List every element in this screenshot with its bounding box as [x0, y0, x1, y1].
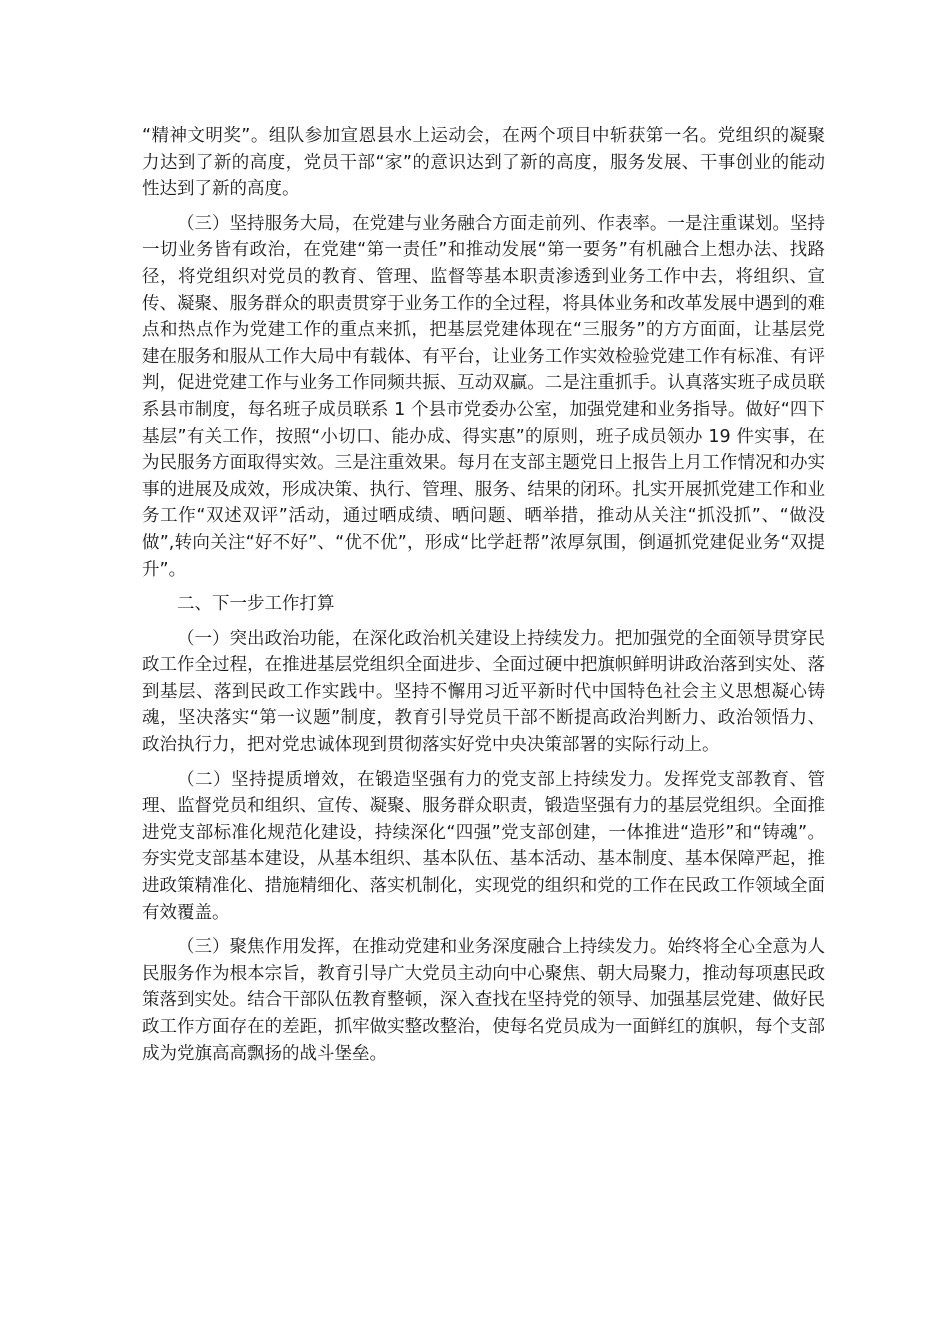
document-page — [142, 123, 825, 1075]
paragraph-plan-2: （二）坚持提质增效，在锻造坚强有力的党支部上持续发力。发挥党支部教育、管理、监督党员和组织、宣传、凝聚、服务群众职责，锻造坚强有力的基层党组织。全面推进党支部标准化规范化建设，持续深化“四强”党支部创建，一体推进“造形”和“铸魂”。夯实党支部基本建设，从基本组织、基本队伍、基本活动、基本制度、基本保障严起，推进政策精准化、措施精细化、落实机制化，实现党的组织和党的工作在民政工作领域全面有效覆盖。 — [142, 769, 825, 923]
paragraph-continuation: “精神文明奖”。组队参加宣恩县水上运动会，在两个项目中斩获第一名。党组织的凝聚力达到了新的高度，党员干部“家”的意识达到了新的高度，服务发展、干事创业的能动性达到了新的高度。 — [142, 126, 825, 200]
section-heading-next-steps: 二、下一步工作打算 — [177, 594, 335, 615]
paragraph-service-overall: （三）坚持服务大局，在党建与业务融合方面走前列、作表率。一是注重谋划。坚持一切业务皆有政治，在党建“第一责任”和推动发展“第一要务”有机融合上想办法、找路径，将党组织对党员的教育、管理、监督等基本职责渗透到业务工作中去，将组织、宣传、凝聚、服务群众的职责贯穿于业务工作的全过程，将具体业务和改革发展中遇到的难点和热点作为党建工作的重点来抓，把基层党建体现在“三服务”的方方面面，让基层党建在服务和服从工作大局中有载体、有平台，让业务工作实效检验党建工作有标准、有评判，促进党建工作与业务工作同频共振、互动双赢。二是注重抓手。认真落实班子成员联系县市制度，每名班子成员联系 1 个县市党委办公室，加强党建和业务指导。做好“四下基层”有关工作，按照“小切口、能办成、得实惠”的原则，班子成员领办 19 件实事，在为民服务方面取得实效。三是注重效果。每月在支部主题党日上报告上月工作情况和办实事的进展及成效，形成决策、执行、管理、服务、结果的闭环。扎实开展抓党建工作和业务工作“双述双评”活动，通过晒成绩、晒问题、晒举措，推动从关注“抓没抓”、“做没做”,转向关注“好不好”、“优不优”，形成“比学赶帮”浓厚氛围，倒逼抓党建促业务“双提升”。 — [142, 213, 825, 580]
paragraph-plan-1: （一）突出政治功能，在深化政治机关建设上持续发力。把加强党的全面领导贯穿民政工作全过程，在推进基层党组织全面进步、全面过硬中把旗帜鲜明讲政治落到实处、落到基层、落到民政工作实践中。坚持不懈用习近平新时代中国特色社会主义思想凝心铸魂，坚决落实“第一议题”制度，教育引导党员干部不断提高政治判断力、政治领悟力、政治执行力，把对党忠诚体现到贯彻落实好党中央决策部署的实际行动上。 — [142, 628, 825, 756]
paragraph-plan-3: （三）聚焦作用发挥，在推动党建和业务深度融合上持续发力。始终将全心全意为人民服务作为根本宗旨，教育引导广大党员主动向中心聚焦、朝大局聚力，推动每项惠民政策落到实处。结合干部队伍教育整顿，深入查找在坚持党的领导、加强基层党建、做好民政工作方面存在的差距，抓牢做实整改整治，使每名党员成为一面鲜红的旗帜，每个支部成为党旗高高飘扬的战斗堡垒。 — [142, 937, 825, 1064]
